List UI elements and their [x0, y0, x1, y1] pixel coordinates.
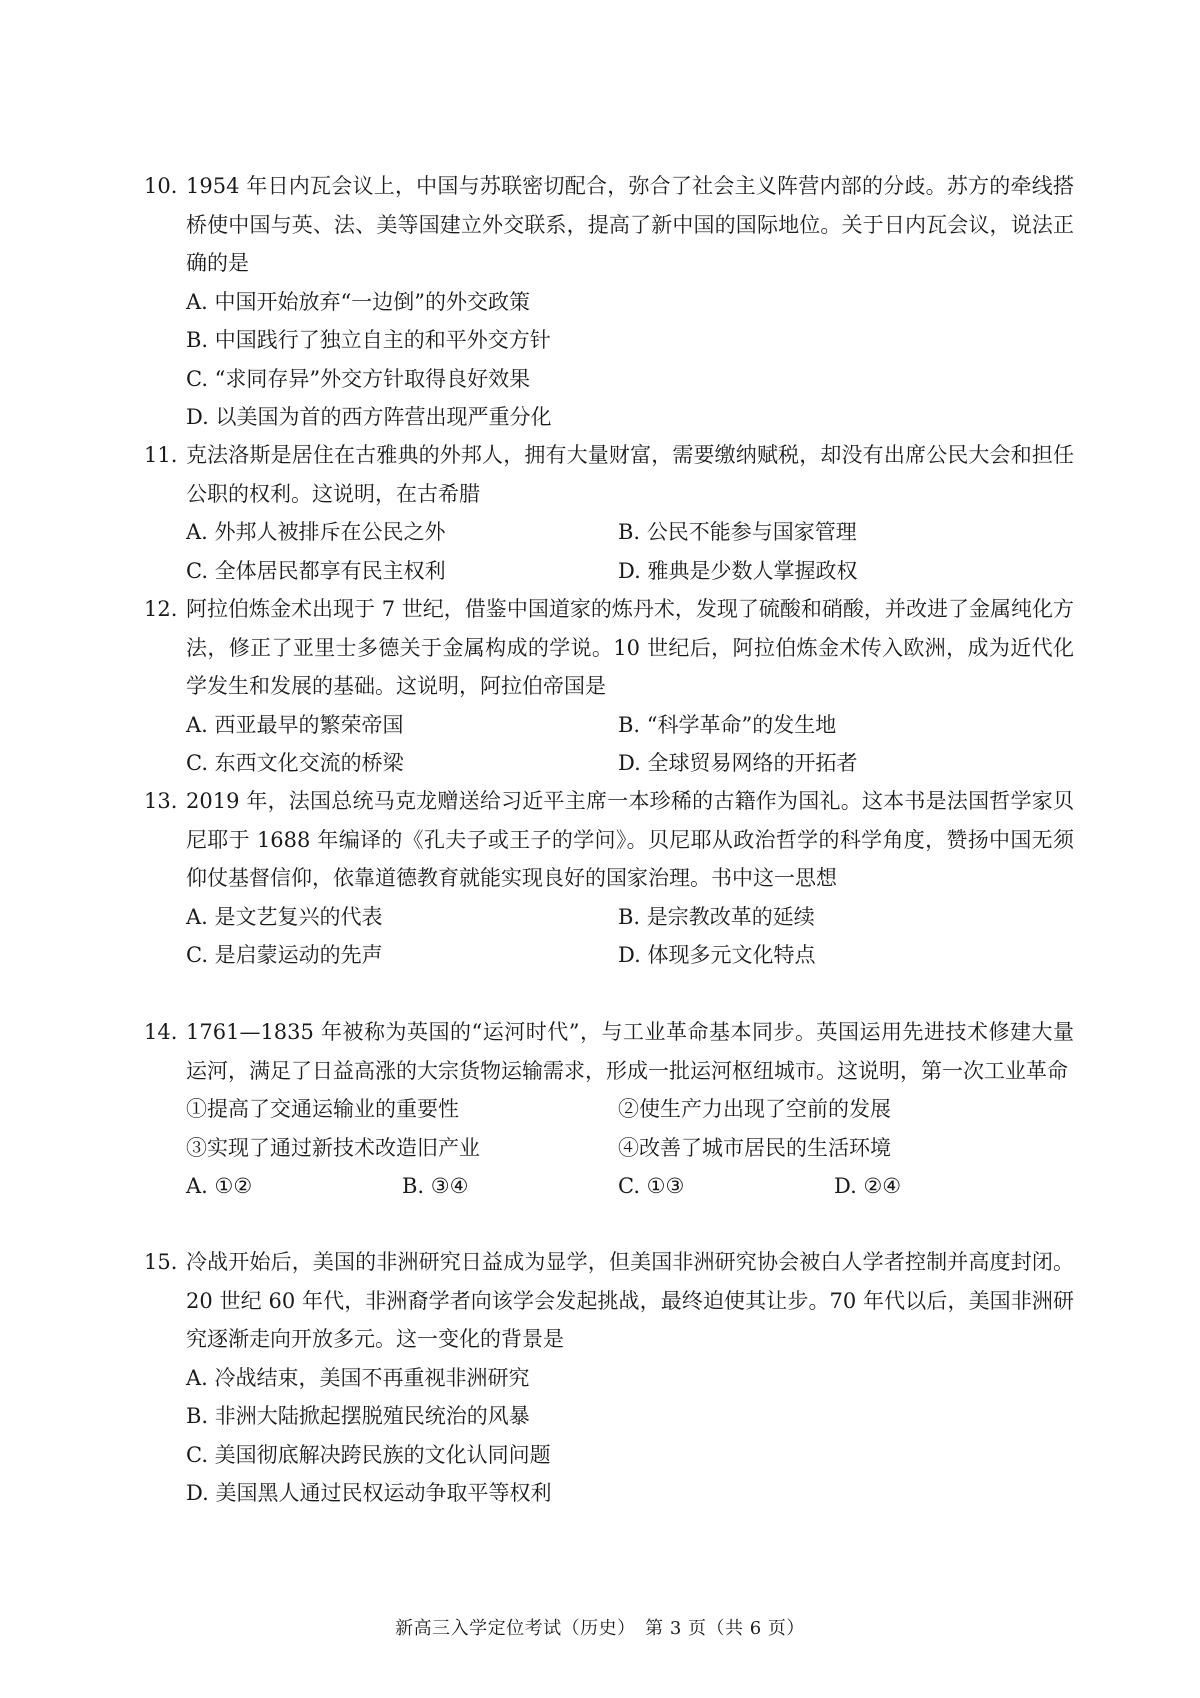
question-stem: 1954 年日内瓦会议上，中国与苏联密切配合，弥合了社会主义阵营内部的分歧。苏方的牵线搭桥使中国与英、法、美等国建立外交联系，提高了新中国的国际地位。关于日内瓦会议，说法正确的是 [186, 174, 1074, 275]
option-a: A. 西亚最早的繁荣帝国 [186, 712, 404, 737]
question-stem: 克法洛斯是居住在古雅典的外邦人，拥有大量财富，需要缴纳赋税，却没有出席公民大会和担任公职的权利。这说明，在古希腊 [186, 443, 1074, 506]
question-number: 14. [144, 1020, 178, 1044]
option-c: C. 东西文化交流的桥梁 [186, 751, 404, 775]
question-number: 12. [144, 597, 178, 621]
statement-1: ①提高了交通运输业的重要性 [186, 1097, 459, 1121]
question-10 [144, 167, 1074, 437]
option-d: D. 全球贸易网络的开拓者 [618, 751, 858, 775]
option-d: D. ②④ [834, 1174, 902, 1198]
options-row [186, 1167, 1074, 1206]
option-d: D. 体现多元文化特点 [618, 943, 816, 967]
option-a: A. ①② [186, 1174, 253, 1198]
question-number: 10. [144, 174, 178, 198]
options-grid [186, 513, 1074, 590]
statement-4: ④改善了城市居民的生活环境 [618, 1135, 891, 1160]
question-number: 13. [144, 789, 178, 813]
option-b: B. ③④ [402, 1174, 469, 1198]
question-number: 15. [144, 1250, 178, 1274]
options-grid [186, 706, 1074, 783]
option-d: D. 雅典是少数人掌握政权 [618, 558, 858, 583]
option-a: A. 中国开始放弃“一边倒”的外交政策 [186, 289, 530, 314]
option-c: C. “求同存异”外交方针取得良好效果 [186, 366, 531, 391]
option-a: A. 冷战结束，美国不再重视非洲研究 [186, 1365, 530, 1390]
question-15 [144, 1243, 1074, 1513]
option-a: A. 外邦人被排斥在公民之外 [186, 520, 446, 544]
question-12 [144, 590, 1074, 783]
option-d: D. 美国黑人通过民权运动争取平等权利 [186, 1481, 552, 1505]
options-list [186, 283, 1074, 437]
option-b: B. “科学革命”的发生地 [618, 712, 837, 737]
option-b: B. 非洲大陆掀起摆脱殖民统治的风暴 [186, 1404, 530, 1428]
question-stem: 阿拉伯炼金术出现于 7 世纪，借鉴中国道家的炼丹术，发现了硫酸和硝酸，并改进了金属纯化方法，修正了亚里士多德关于金属构成的学说。10 世纪后，阿拉伯炼金术传入欧洲，成为近代化学发生和发展的基础。这说明，阿拉伯帝国是 [186, 597, 1074, 698]
option-d: D. 以美国为首的西方阵营出现严重分化 [186, 405, 552, 429]
option-b: B. 公民不能参与国家管理 [618, 520, 857, 544]
statements-grid [186, 1090, 1074, 1167]
option-c: C. 全体居民都享有民主权利 [186, 558, 446, 583]
question-14 [144, 1013, 1074, 1206]
question-number: 11. [144, 443, 178, 467]
question-stem: 冷战开始后，美国的非洲研究日益成为显学，但美国非洲研究协会被白人学者控制并高度封闭。20 世纪 60 年代，非洲裔学者向该学会发起挑战，最终迫使其让步。70 年代以后，美国非洲研究逐渐走向开放多元。这一变化的背景是 [186, 1250, 1074, 1351]
question-11 [144, 436, 1074, 590]
option-a: A. 是文艺复兴的代表 [186, 904, 383, 929]
option-c: C. 是启蒙运动的先声 [186, 943, 383, 967]
option-b: B. 是宗教改革的延续 [618, 904, 815, 929]
question-stem: 1761—1835 年被称为英国的“运河时代”，与工业革命基本同步。英国运用先进技术修建大量运河，满足了日益高涨的大宗货物运输需求，形成一批运河枢纽城市。这说明，第一次工业革命 [186, 1020, 1074, 1083]
question-stem: 2019 年，法国总统马克龙赠送给习近平主席一本珍稀的古籍作为国礼。这本书是法国哲学家贝尼耶于 1688 年编译的《孔夫子或王子的学问》。贝尼耶从政治哲学的科学角度，赞扬中国无须仰仗基督信仰，依靠道德教育就能实现良好的国家治理。书中这一思想 [186, 789, 1074, 890]
options-list [186, 1359, 1074, 1513]
option-c: C. 美国彻底解决跨民族的文化认同问题 [186, 1442, 551, 1467]
statement-2: ②使生产力出现了空前的发展 [618, 1097, 891, 1121]
statement-3: ③实现了通过新技术改造旧产业 [186, 1135, 480, 1160]
option-c: C. ①③ [618, 1174, 685, 1198]
page-footer: 新高三入学定位考试（历史） 第 3 页（共 6 页） [395, 1618, 805, 1639]
option-b: B. 中国践行了独立自主的和平外交方针 [186, 328, 551, 352]
options-grid [186, 898, 1074, 975]
question-13 [144, 782, 1074, 975]
